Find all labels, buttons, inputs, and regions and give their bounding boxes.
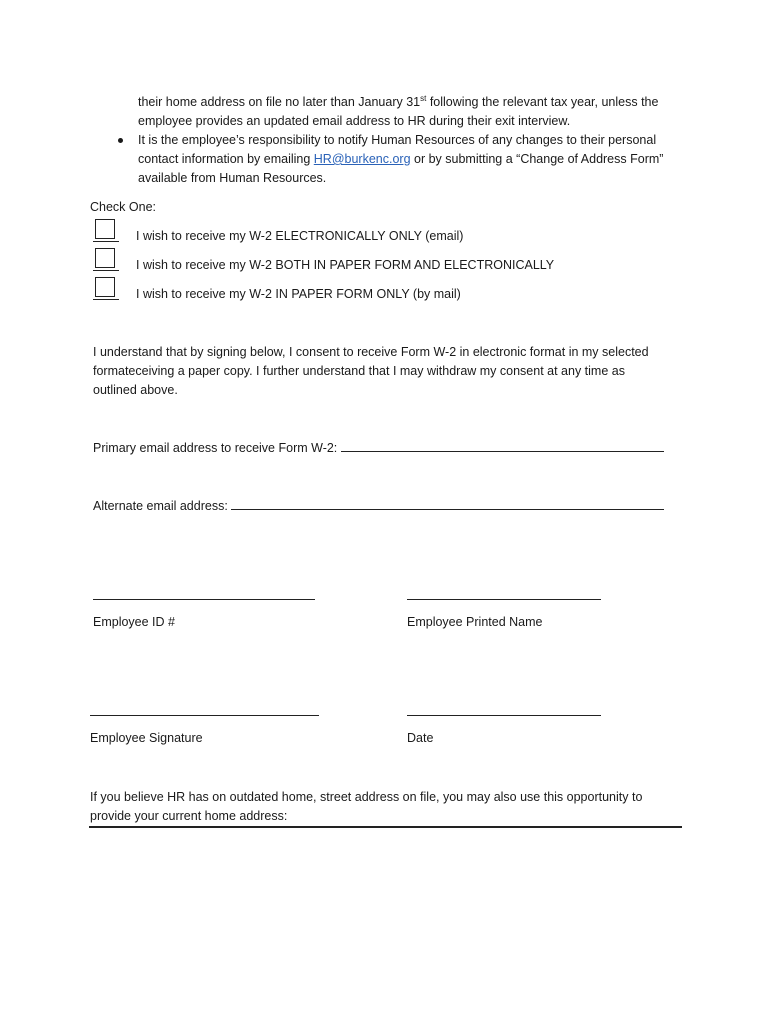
checkbox-both[interactable] bbox=[95, 248, 115, 268]
employee-id-label: Employee ID # bbox=[93, 615, 175, 629]
checkbox-electronic-only[interactable] bbox=[95, 219, 115, 239]
employee-printed-name-line[interactable] bbox=[407, 599, 601, 600]
address-rule bbox=[89, 826, 682, 828]
consent-line-1: I understand that by signing below, I consent to receive Form W-2 in electronic format in my selected bbox=[93, 345, 649, 359]
checkbox-paper-only[interactable] bbox=[95, 277, 115, 297]
alternate-email-row bbox=[93, 497, 664, 516]
intro-line-2: employee provides an updated email address to HR during their exit interview. bbox=[138, 114, 571, 128]
hr-email-link[interactable]: HR@burkenc.org bbox=[313, 152, 411, 166]
employee-signature-line[interactable] bbox=[90, 715, 319, 716]
consent-line-2: formateceiving a paper copy. I further understand that I may withdraw my consent at any time as bbox=[93, 364, 625, 378]
check-one-heading: Check One: bbox=[90, 200, 157, 214]
primary-email-label: Primary email address to receive Form W-2: bbox=[93, 441, 338, 455]
consent-line-3: outlined above. bbox=[93, 383, 178, 397]
primary-email-row bbox=[93, 439, 664, 458]
bullet-line-1: It is the employee’s responsibility to notify Human Resources of any changes to their personal bbox=[138, 133, 657, 147]
alternate-email-label: Alternate email address: bbox=[93, 499, 228, 513]
employee-id-line[interactable] bbox=[93, 599, 315, 600]
date-line[interactable] bbox=[407, 715, 601, 716]
primary-email-field[interactable] bbox=[341, 441, 664, 452]
employee-signature-label: Employee Signature bbox=[90, 731, 203, 745]
superscript: st bbox=[420, 93, 427, 103]
employee-printed-name-label: Employee Printed Name bbox=[407, 615, 543, 629]
date-label: Date bbox=[407, 731, 434, 745]
bullet-line-3: available from Human Resources. bbox=[138, 171, 327, 185]
address-note-line-1: If you believe HR has on outdated home, street address on file, you may also use this opportunity to bbox=[90, 790, 643, 804]
bullet-line-2 bbox=[138, 150, 663, 169]
option-both: I wish to receive my W-2 BOTH IN PAPER FORM AND ELECTRONICALLY bbox=[136, 258, 555, 272]
alternate-email-field[interactable] bbox=[231, 499, 664, 510]
address-note-line-2: provide your current home address: bbox=[90, 809, 288, 823]
intro-line-1 bbox=[138, 93, 658, 112]
bullet-text: contact information by emailing bbox=[138, 152, 314, 166]
intro-text: following the relevant tax year, unless the bbox=[426, 95, 659, 109]
intro-text: their home address on file no later than January 31 bbox=[138, 95, 421, 109]
bullet-text: or by submitting a “Change of Address Form” bbox=[410, 152, 664, 166]
bullet-point bbox=[118, 138, 123, 143]
option-paper-only: I wish to receive my W-2 IN PAPER FORM ONLY (by mail) bbox=[136, 287, 461, 301]
option-electronic-only: I wish to receive my W-2 ELECTRONICALLY ONLY (email) bbox=[136, 229, 464, 243]
